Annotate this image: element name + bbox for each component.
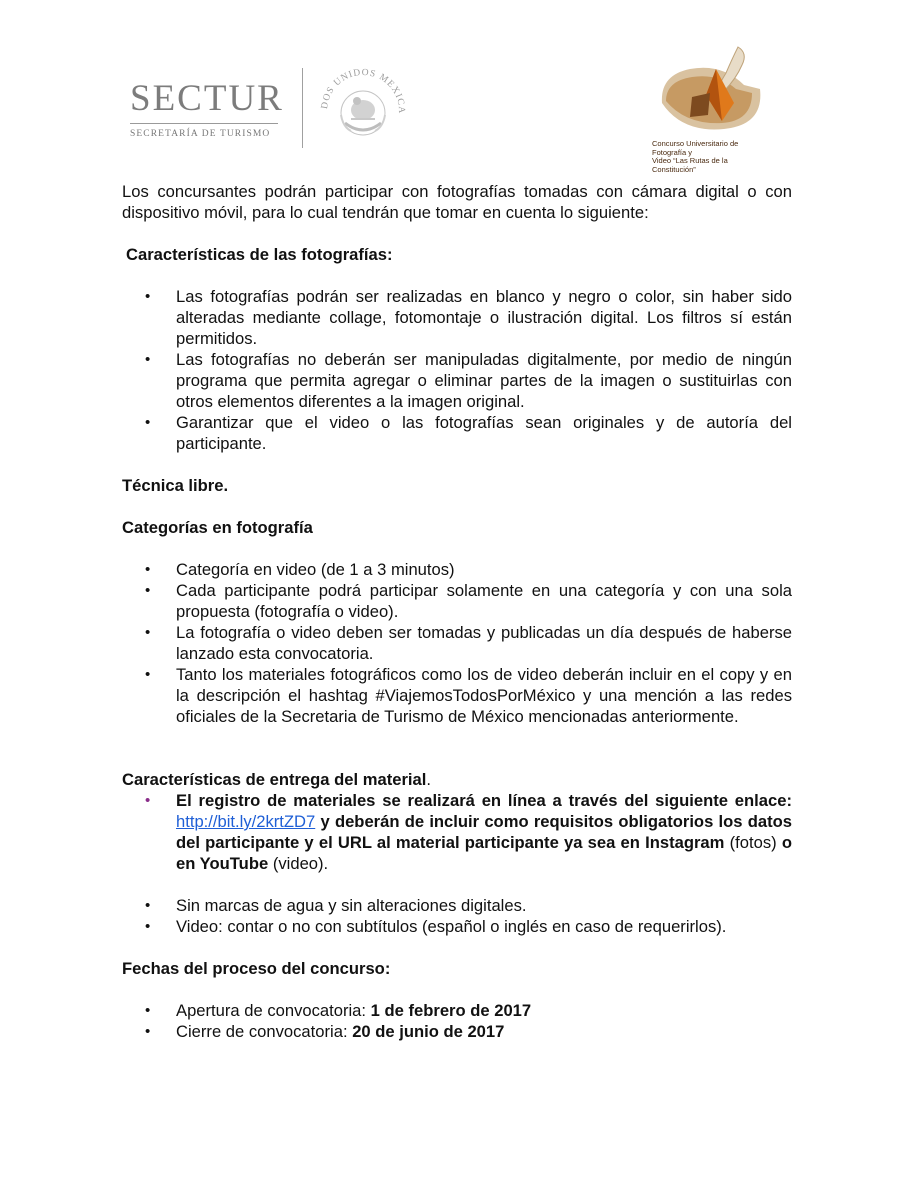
list-item: • Tanto los materiales fotográficos como los de video deberán incluir en el copy y en la descripción el hashtag #ViajemosTodosPorMéxico y una mención a las redes oficiales de la Secretaria de Turismo de México mencionadas anteriormente. xyxy=(122,664,792,727)
contest-logo-line1: Concurso Universitario de Fotografía y xyxy=(652,139,739,157)
sectur-logo-name: SECTUR xyxy=(130,78,284,119)
date-item xyxy=(122,1000,792,1021)
sectur-logo-subtitle: SECRETARÍA DE TURISMO xyxy=(130,129,271,139)
page-header xyxy=(0,0,915,180)
list-item: • Categoría en video (de 1 a 3 minutos) xyxy=(122,559,792,580)
list-item: • Las fotografías no deberán ser manipuladas digitalmente, por medio de ningún programa que permita agregar o eliminar partes de la imagen o sustituirlas con otros elementos diferentes a la imagen original. xyxy=(122,349,792,412)
registration-part4: o en YouTube xyxy=(176,833,792,873)
contest-logo xyxy=(652,45,772,175)
contest-emblem-icon xyxy=(652,45,767,133)
photo-characteristics-heading: Características de las fotografías: xyxy=(126,245,393,264)
date-item xyxy=(122,1021,792,1042)
registration-part1: El registro de materiales se realizará en línea a través del siguiente enlace: xyxy=(176,791,792,810)
date-value: 1 de febrero de 2017 xyxy=(370,1001,532,1020)
date-value: 20 de junio de 2017 xyxy=(352,1022,505,1041)
list-item: • Video: contar o no con subtítulos (español o inglés en caso de requerirlos). xyxy=(122,916,792,937)
list-item: • La fotografía o video deben ser tomadas y publicadas un día después de haberse lanzado esta convocatoria. xyxy=(122,622,792,664)
date-label: Cierre de convocatoria: xyxy=(176,1022,348,1041)
categories-list xyxy=(122,559,792,727)
list-item: • Sin marcas de agua y sin alteraciones digitales. xyxy=(122,895,792,916)
registration-part5: (video). xyxy=(272,854,329,873)
mexican-coat-of-arms-icon xyxy=(315,63,410,153)
delivery-heading xyxy=(122,769,792,790)
photo-characteristics-list xyxy=(122,286,792,454)
seal-text: DOS UNIDOS MEXICA xyxy=(319,67,407,115)
registration-item xyxy=(122,790,792,874)
categories-heading: Categorías en fotografía xyxy=(122,518,313,537)
dates-list xyxy=(122,1000,792,1042)
delivery-heading-text: Características de entrega del material xyxy=(122,770,427,789)
date-label: Apertura de convocatoria: xyxy=(176,1001,367,1020)
registration-part2: y deberán de incluir como requisitos obligatorios los datos del participante y el URL al material participante ya sea en Instagram xyxy=(176,812,792,852)
sectur-logo-rule xyxy=(130,123,278,124)
delivery-heading-period: . xyxy=(426,770,431,789)
intro-paragraph: Los concursantes podrán participar con fotografías tomadas con cámara digital o con dispositivo móvil, para lo cual tendrán que tomar en cuenta lo siguiente: xyxy=(122,182,792,222)
list-item: • Las fotografías podrán ser realizadas en blanco y negro o color, sin haber sido alteradas mediante collage, fotomontaje o ilustración digital. Los filtros sí están permitidos. xyxy=(122,286,792,349)
list-item: • Cada participante podrá participar solamente en una categoría y con una sola propuesta (fotografía o video). xyxy=(122,580,792,622)
delivery-list xyxy=(122,895,792,937)
document-body xyxy=(122,181,792,1042)
delivery-registration-list xyxy=(122,790,792,874)
contest-logo-line2: Video “Las Rutas de la Constitución” xyxy=(652,156,728,174)
registration-link[interactable]: http://bit.ly/2krtZD7 xyxy=(176,812,316,831)
logo-divider xyxy=(302,68,303,148)
technique-heading: Técnica libre. xyxy=(122,476,229,495)
sectur-logo xyxy=(130,80,284,139)
dates-heading: Fechas del proceso del concurso: xyxy=(122,959,391,978)
registration-part3: (fotos) xyxy=(729,833,777,852)
list-item: • Garantizar que el video o las fotografías sean originales y de autoría del participante. xyxy=(122,412,792,454)
